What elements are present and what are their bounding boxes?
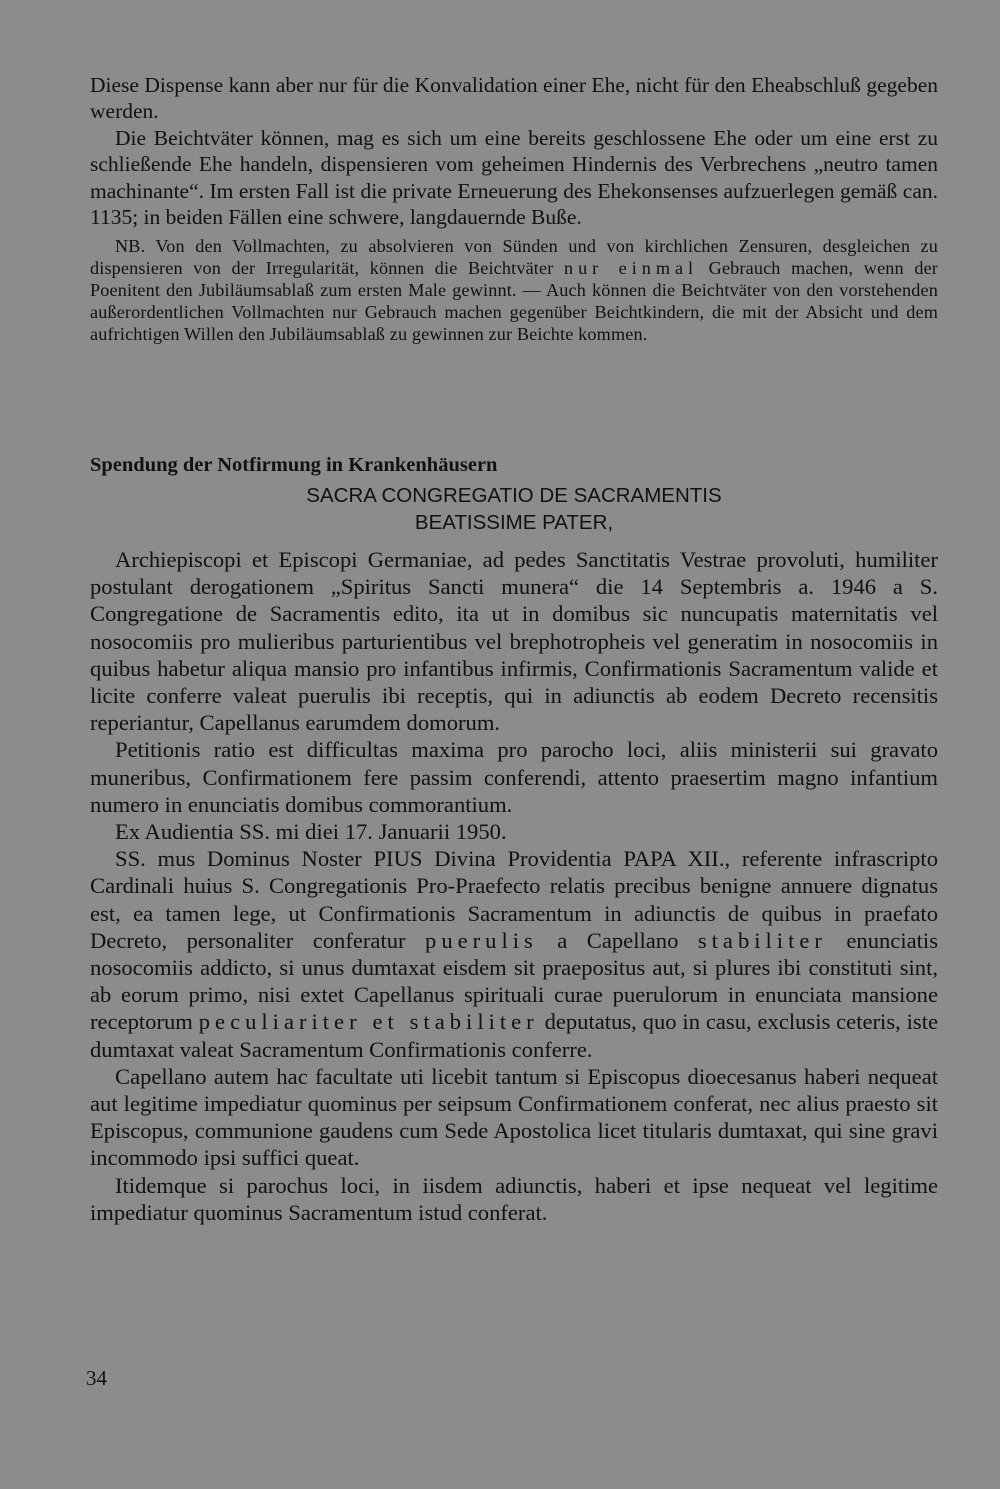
latin-section	[90, 546, 938, 1226]
nb-emphasis: nur einmal	[563, 258, 699, 279]
p4-text-c: enunciatis nosocomiis addicto, si unus dumtaxat eisdem sit praepositus aut, si plures ibi constituti sint, ab eorum primo, nisi extet Capellanus spirituali curae puerulorum in enunciata mansione receptorum	[90, 927, 938, 1035]
latin-paragraph-2: Petitionis ratio est difficultas maxima pro parocho loci, aliis ministerii sui gravato muneribus, Confirmationem fere passim conferendi, attento praesertim magno infantium numero in enunciatis domibus commorantium.	[90, 737, 938, 817]
p4-emphasis-2: stabiliter	[697, 927, 827, 953]
nb-text-a: NB. Von den Vollmachten, zu absolvieren von Sünden und von kirchlichen Zensuren, desgleichen zu dispensieren von der Irregularität, können die Beichtväter	[90, 236, 938, 279]
p4-emphasis-1: puerulis	[425, 927, 538, 953]
p4-text-a: SS. mus Dominus Noster PIUS Divina Providentia PAPA XII., referente infrascripto Cardinali huius S. Congregationis Pro-Praefecto relatis precibus benigne annuere dignatus est, ea tamen lege, ut Confirmationis Sacramentum in adiunctis de quibus in praefato Decreto, personaliter conferatur	[90, 846, 938, 953]
congregation-title: SACRA CONGREGATIO DE SACRAMENTIS	[306, 484, 722, 507]
nb-text-b: Gebrauch machen, wenn der Poenitent den Jubiläumsablaß zum ersten Male gewinnt. — Auch können die Beichtväter von den vorstehenden außerordentlichen Vollmachten nur Gebrauch machen gegenüber Beichtkindern, die mit der Absicht und dem aufrichtigen Willen den Jubiläumsablaß zu gewinnen zur Beichte kommen.	[90, 258, 938, 344]
section-heading: Spendung der Notfirmung in Krankenhäusern	[90, 454, 498, 476]
p4-text-d: deputatus, quo in casu, exclusis ceteris, iste dumtaxat valeat Sacramentum Confirmationis conferre.	[90, 1009, 938, 1062]
latin-paragraph-1: Archiepiscopi et Episcopi Germaniae, ad pedes Sanctitatis Vestrae provoluti, humiliter postulant derogationem „Spiritus Sancti munera“ die 14 Septembris a. 1946 a S. Congregatione de Sacramentis edito, ita ut in domibus sic nuncupatis maternitatis vel nosocomiis pro mulieribus parturientibus vel brephotropheis vel generatim in nosocomiis in quibus habetur aliqua mansio pro infantibus infirmis, Confirmationis Sacramentum valide et licite conferre valeat puerulis ibi receptis, qui in adiunctis ab eodem Decreto recensitis reperiantur, Capellanus earumdem domorum.	[90, 547, 938, 736]
german-section	[90, 72, 938, 345]
page-number: 34	[86, 1366, 107, 1390]
nb-note	[90, 236, 938, 345]
latin-paragraph-6: Itidemque si parochus loci, in iisdem adiunctis, haberi et ipse nequeat vel legitime impediatur quominus Sacramentum istud conferat.	[90, 1172, 938, 1225]
latin-paragraph-5: Capellano autem hac facultate uti licebit tantum si Episcopus dioecesanus haberi nequeat aut legitime impediatur quominus per seipsum Confirmationem conferat, nec alius praesto sit Episcopus, communione gaudens cum Sede Apostolica licet titularis dumtaxat, qui sine gravi incommodo ipsi suffici queat.	[90, 1063, 938, 1171]
german-paragraph-1: Diese Dispense kann aber nur für die Konvalidation einer Ehe, nicht für den Eheabschluß gegeben werden.	[90, 73, 938, 124]
german-paragraph-2: Die Beichtväter können, mag es sich um eine bereits geschlossene Ehe oder um eine erst zu schließende Ehe handeln, dispensieren vom geheimen Hindernis des Verbrechens „neutro tamen machinante“. Im ersten Fall ist die private Erneuerung des Ehekonsenses aufzuerlegen gemäß can. 1135; in beiden Fällen eine schwere, langdauernde Buße.	[90, 125, 938, 230]
salutation: BEATISSIME PATER,	[414, 511, 614, 534]
p4-text-b: a Capellano	[537, 927, 698, 953]
section-heading-block	[90, 454, 938, 536]
audience-date: Ex Audientia SS. mi diei 17. Januarii 1950.	[115, 819, 507, 845]
p4-emphasis-3: peculiariter et stabiliter	[198, 1009, 539, 1035]
latin-paragraph-4	[90, 845, 938, 1063]
